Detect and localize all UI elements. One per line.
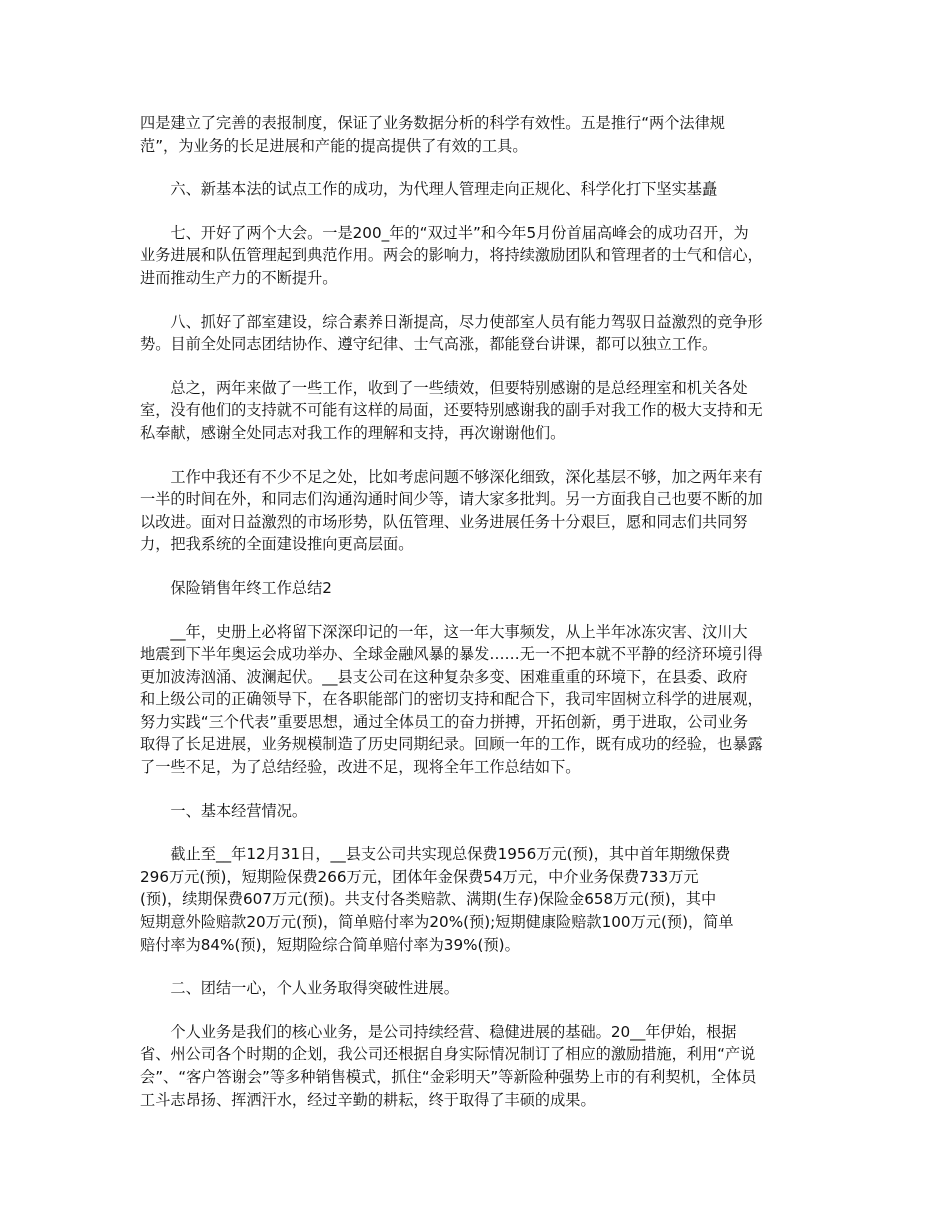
paragraph-line: 了一些不足，为了总结经验，改进不足，现将全年工作总结如下。 (140, 758, 581, 777)
paragraph-p2 (140, 178, 812, 201)
paragraph-line: 工作中我还有不少不足之处，比如考虑问题不够深化细致，深化基层不够，加之两年来有 (170, 467, 763, 486)
paragraph-line: 个人业务是我们的核心业务，是公司持续经营、稳健进展的基础。20__年伊始，根据 (170, 1022, 737, 1041)
paragraph-line: 进而推动生产力的不断提升。 (140, 268, 338, 287)
paragraph-line: 截止至__年12月31日，__县支公司共实现总保费1956万元(预)，其中首年期缴保费 (170, 845, 731, 864)
document-body (140, 112, 812, 1132)
paragraph-line: 和上级公司的正确领导下，在各职能部门的密切支持和配合下，我司牢固树立科学的进展观， (140, 690, 763, 709)
paragraph-line: 二、团结一心，个人业务取得突破性进展。 (170, 979, 459, 998)
paragraph-line: 296万元(预)，短期险保费266万元，团体年金保费54万元，中介业务保费733万元 (140, 867, 699, 886)
paragraph-p9 (140, 800, 812, 823)
paragraph-line: 八、抓好了部室建设，综合素养日渐提高，尽力使部室人员有能力驾驭日益激烈的竞争形 (170, 312, 763, 331)
paragraph-p7 (140, 577, 812, 600)
paragraph-line: 一、基本经营情况。 (170, 801, 308, 820)
paragraph-p12 (140, 1021, 812, 1111)
paragraph-line: 总之，两年来做了一些工作，收到了一些绩效，但要特别感谢的是总经理室和机关各处 (170, 378, 748, 397)
paragraph-p8 (140, 621, 812, 779)
paragraph-p11 (140, 977, 812, 1000)
paragraph-line: 私奉献，感谢全处同志对我工作的理解和支持，再次谢谢他们。 (140, 423, 566, 442)
paragraph-line: 更加波涛汹涌、波澜起伏。__县支公司在这种复杂多变、困难重重的环境下，在县委、政府 (140, 667, 748, 686)
paragraph-line: 工斗志昂扬、挥洒汗水，经过辛勤的耕耘，终于取得了丰硕的成果。 (140, 1090, 596, 1109)
paragraph-line: 短期意外险赔款20万元(预)，简单赔付率为20%(预);短期健康险赔款100万元(预)，简单 (140, 913, 734, 932)
paragraph-line: (预)，续期保费607万元(预)。共支付各类赔款、满期(生存)保险金658万元(预)，其中 (140, 890, 717, 909)
paragraph-line: 保险销售年终工作总结2 (170, 578, 332, 597)
paragraph-p5 (140, 377, 812, 445)
paragraph-p6 (140, 466, 812, 556)
paragraph-line: 赔付率为84%(预)，短期险综合简单赔付率为39%(预)。 (140, 935, 520, 954)
paragraph-line: 范”，为业务的长足进展和产能的提高提供了有效的工具。 (140, 136, 528, 155)
paragraph-line: 地震到下半年奥运会成功举办、全球金融风暴的暴发……无一不把本就不平静的经济环境引得 (140, 645, 763, 664)
paragraph-p3 (140, 222, 812, 290)
paragraph-p10 (140, 843, 812, 956)
paragraph-line: 七、开好了两个大会。一是200_年的“双过半”和今年5月份首届高峰会的成功召开，为 (170, 223, 749, 242)
paragraph-line: 六、新基本法的试点工作的成功，为代理人管理走向正规化、科学化打下坚实基矗 (170, 180, 718, 199)
paragraph-line: 室，没有他们的支持就不可能有这样的局面，还要特别感谢我的副手对我工作的极大支持和无 (140, 401, 763, 420)
paragraph-line: __年，史册上必将留下深深印记的一年，这一年大事频发，从上半年冰冻灾害、汶川大 (170, 622, 748, 641)
paragraph-line: 会”、“客户答谢会”等多种销售模式，抓住“金彩明天”等新险种强势上市的有利契机，全体员 (140, 1068, 757, 1086)
paragraph-line: 力，把我系统的全面建设推向更高层面。 (140, 535, 414, 554)
paragraph-line: 省、州公司各个时期的企划，我公司还根据自身实际情况制订了相应的激励措施，利用“产说 (140, 1045, 756, 1064)
paragraph-line: 业务进展和队伍管理起到典范作用。两会的影响力，将持续激励团队和管理者的士气和信心， (140, 246, 763, 265)
paragraph-line: 以改进。面对日益激烈的市场形势，队伍管理、业务进展任务十分艰巨，愿和同志们共同努 (140, 512, 748, 531)
paragraph-line: 取得了长足进展，业务规模制造了历史同期纪录。回顾一年的工作，既有成功的经验，也暴露 (140, 735, 763, 754)
paragraph-line: 努力实践“三个代表”重要思想，通过全体员工的奋力拼搏，开拓创新，勇于进取，公司业务 (140, 712, 749, 731)
paragraph-p1 (140, 112, 812, 157)
paragraph-line: 一半的时间在外，和同志们沟通沟通时间少等，请大家多批判。另一方面我自己也要不断的加 (140, 490, 763, 509)
paragraph-p4 (140, 311, 812, 356)
paragraph-line: 四是建立了完善的表报制度，保证了业务数据分析的科学有效性。五是推行“两个法律规 (140, 114, 725, 132)
paragraph-line: 势。目前全处同志团结协作、遵守纪律、士气高涨，都能登台讲课，都可以独立工作。 (140, 335, 718, 354)
